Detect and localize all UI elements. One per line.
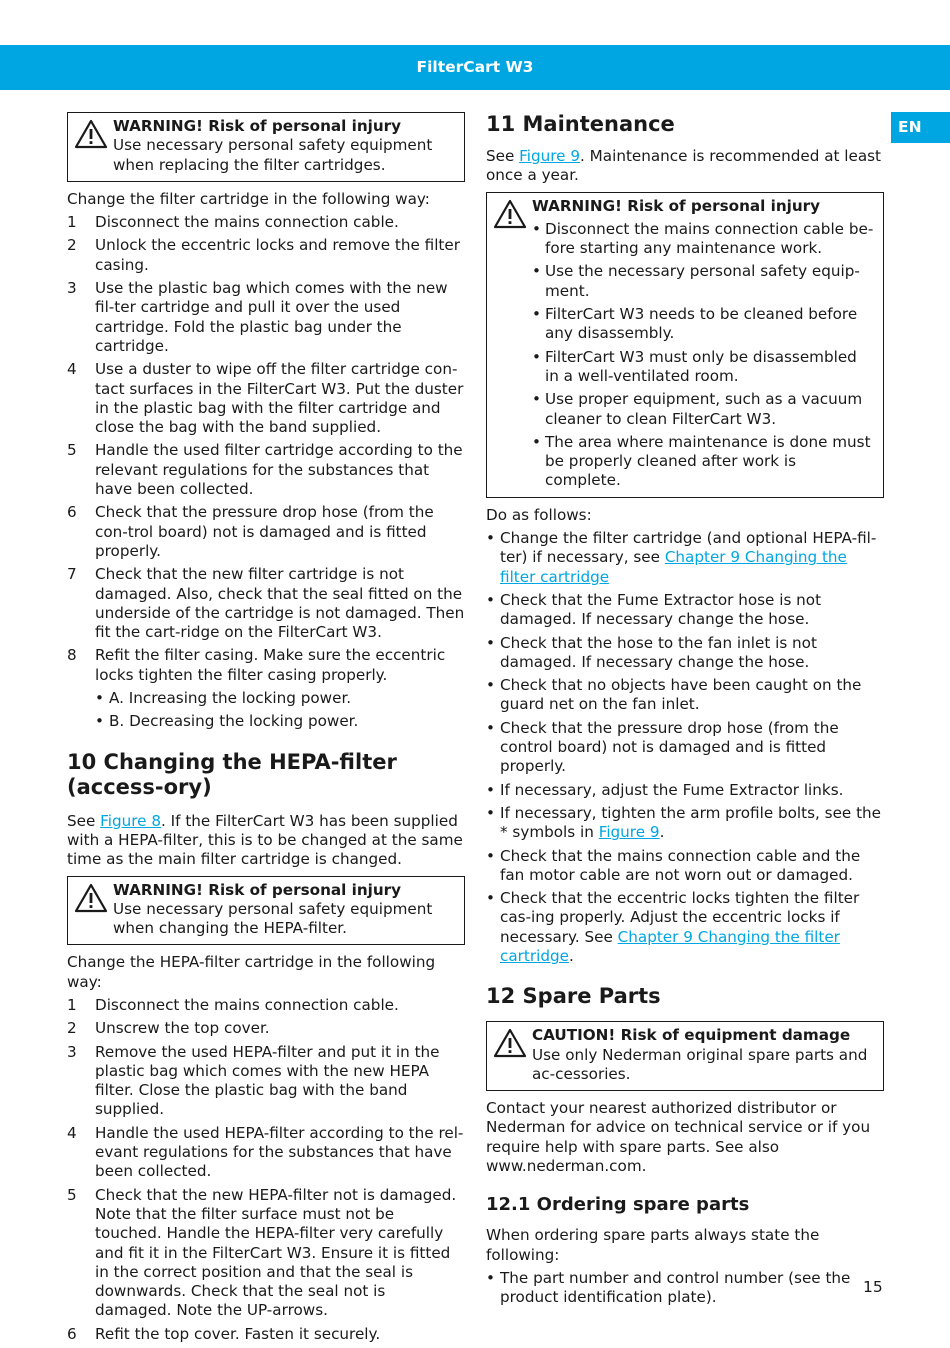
warning-bullet: • Use the necessary personal safety equip-ment.: [532, 262, 875, 301]
warning-box: [486, 192, 884, 498]
warning-text: Use necessary personal safety equipment when changing the HEPA-filter.: [113, 899, 433, 938]
intro-text: Change the filter cartridge in the following way:: [67, 189, 430, 208]
warning-title: WARNING! Risk of personal injury: [532, 196, 821, 215]
step-number: 4: [67, 1123, 77, 1142]
sub-bullet: • B. Decreasing the locking power.: [95, 712, 465, 731]
maintenance-item: [486, 889, 884, 966]
step-text: Unscrew the top cover.: [95, 1019, 270, 1038]
do-as-follows: Do as follows:: [486, 505, 592, 524]
step-number: 6: [67, 503, 77, 522]
step-text: Handle the used filter cartridge according to the relevant regulations for the substances that have been collected.: [95, 441, 463, 499]
right-column: [486, 112, 884, 1312]
warning-bullet: • Disconnect the mains connection cable be-fore starting any maintenance work.: [532, 220, 875, 259]
sub-bullet-list: [95, 689, 465, 732]
step-text: Remove the used HEPA-filter and put it in the plastic bag which comes with the new HEPA filter. Close the plastic bag with the band supplied.: [95, 1042, 440, 1119]
step-number: 5: [67, 1185, 77, 1204]
maintenance-item: • Check that the Fume Extractor hose is not damaged. If necessary change the hose.: [486, 591, 884, 630]
maintenance-item: • Check that the mains connection cable and the fan motor cable are not worn out or damaged.: [486, 847, 884, 886]
step-number: 2: [67, 236, 77, 255]
step-text: Refit the top cover. Fasten it securely.: [95, 1324, 381, 1343]
warning-box: [67, 876, 465, 946]
maintenance-item: • Check that no objects have been caught on the guard net on the fan inlet.: [486, 676, 884, 715]
text-span: .: [568, 946, 574, 965]
chapter-9-link[interactable]: Chapter 9 Changing the filter cartridge: [500, 548, 847, 586]
figure-9-link[interactable]: Figure 9: [519, 147, 581, 165]
spare-parts-text: Contact your nearest authorized distributor or Nederman for advice on technical service or if you require help with spare parts. See also www.nederman.com.: [486, 1099, 871, 1176]
step-number: 4: [67, 360, 77, 379]
warning-triangle-icon: [74, 119, 108, 149]
language-tab: EN: [891, 112, 950, 143]
step-item: [67, 441, 465, 499]
caution-triangle-icon: [493, 1028, 527, 1058]
step-text: Check that the pressure drop hose (from the con-trol board) not is damaged and is fitted properly.: [95, 503, 434, 560]
warning-bullet: • FilterCart W3 must only be disassembled in a well-ventilated room.: [532, 348, 875, 387]
step-text: Use a duster to wipe off the filter cartridge con-tact surfaces in the FilterCart W3. Put the duster in the plastic bag with the filter cartridge and close the bag with the band supplied.: [95, 360, 464, 437]
warning-triangle-icon: [74, 883, 108, 913]
ordering-text: When ordering spare parts always state the following:: [486, 1226, 820, 1264]
step-number: 8: [67, 646, 77, 665]
section-heading-10: 10 Changing the HEPA-filter (access-ory): [67, 749, 397, 799]
step-text: Disconnect the mains connection cable.: [95, 213, 399, 232]
caution-title: CAUTION! Risk of equipment damage: [532, 1026, 851, 1045]
step-number: 7: [67, 565, 77, 584]
step-number: 2: [67, 1019, 77, 1038]
text-span: If necessary, tighten the arm profile bolts, see the * symbols in: [500, 803, 882, 842]
step-text: Unlock the eccentric locks and remove the filter casing.: [95, 236, 460, 274]
step-item: [67, 1325, 465, 1344]
warning-triangle-icon: [493, 199, 527, 229]
header-title: FilterCart W3: [416, 58, 534, 76]
text-span: See: [486, 147, 520, 165]
step-item: [67, 503, 465, 561]
maintenance-list: [486, 529, 884, 966]
step-number: 3: [67, 279, 77, 298]
section-11-intro: [486, 147, 884, 186]
step-text: Check that the new filter cartridge is not damaged. Also, check that the seal fitted on the underside of the cartridge is not damaged. Then fit the cart-ridge on the FilterCart W3.: [95, 565, 465, 642]
step-item: [67, 646, 465, 731]
step-text: Disconnect the mains connection cable.: [95, 995, 399, 1014]
sub-bullet: • A. Increasing the locking power.: [95, 689, 465, 708]
warning-text: Use necessary personal safety equipment when replacing the filter cartridges.: [113, 136, 433, 174]
text-span: .: [659, 823, 665, 842]
text-span: . If the FilterCart W3 has been supplied with a HEPA-filter, this is to be changed at the same time as the main filter cartridge is changed.: [67, 811, 463, 869]
section-10-intro: [67, 812, 465, 870]
warning-title: WARNING! Risk of personal injury: [113, 880, 402, 899]
section-heading-12-1: 12.1 Ordering spare parts: [486, 1194, 750, 1216]
step-item: [67, 1019, 465, 1038]
maintenance-item: • Check that the pressure drop hose (from the control board) not is damaged and is fitted properly.: [486, 719, 884, 777]
step-item: [67, 360, 465, 437]
warning-bullet: • The area where maintenance is done must be properly cleaned after work is complete.: [532, 433, 875, 491]
step-number: 1: [67, 213, 77, 232]
left-column: [67, 112, 465, 1348]
step-number: 6: [67, 1324, 77, 1343]
step-item: [67, 236, 465, 275]
step-item: [67, 279, 465, 356]
caution-box: [486, 1021, 884, 1091]
step-text: Handle the used HEPA-filter according to the rel-evant regulations for the substances that have been collected.: [95, 1123, 464, 1181]
hepa-steps: [67, 996, 465, 1344]
step-number: 5: [67, 441, 77, 460]
step-number: 1: [67, 995, 77, 1014]
intro-text: Change the HEPA-filter cartridge in the following way:: [67, 953, 436, 991]
caution-text: Use only Nederman original spare parts and ac-cessories.: [532, 1045, 868, 1083]
header-bar: [0, 45, 950, 90]
figure-8-link[interactable]: Figure 8: [100, 811, 162, 830]
step-item: [67, 996, 465, 1015]
section-heading-11: 11 Maintenance: [486, 112, 675, 136]
warning-bullet-list: [532, 220, 875, 491]
warning-bullet: • Use proper equipment, such as a vacuum cleaner to clean FilterCart W3.: [532, 390, 875, 429]
step-item: [67, 1043, 465, 1120]
maintenance-item: • Check that the hose to the fan inlet is not damaged. If necessary change the hose.: [486, 634, 884, 673]
text-span: Check that the eccentric locks tighten the filter cas-ing properly. Adjust the eccentric locks if necessary. See: [500, 889, 860, 946]
section-heading-12: 12 Spare Parts: [486, 984, 661, 1009]
step-number: 3: [67, 1042, 77, 1061]
step-item: [67, 213, 465, 232]
ordering-list: [486, 1269, 884, 1308]
step-item: [67, 1124, 465, 1182]
figure-9-link[interactable]: Figure 9: [598, 823, 660, 842]
filter-steps: [67, 213, 465, 731]
text-span: Change the filter cartridge (and optional HEPA-fil-ter) if necessary, see: [500, 529, 877, 567]
chapter-9-link[interactable]: Chapter 9 Changing the filter cartridge: [500, 927, 840, 965]
warning-title: WARNING! Risk of personal injury: [113, 117, 402, 135]
text-span: See: [67, 811, 101, 830]
text-span: . Maintenance is recommended at least once a year.: [486, 147, 882, 185]
maintenance-item: [486, 529, 884, 587]
maintenance-item: [486, 804, 884, 843]
warning-box: [67, 112, 465, 182]
page-number: 15: [863, 1278, 883, 1296]
maintenance-item: • If necessary, adjust the Fume Extractor links.: [486, 781, 884, 800]
warning-bullet: • FilterCart W3 needs to be cleaned before any disassembly.: [532, 305, 875, 344]
step-text: Refit the filter casing. Make sure the eccentric locks tighten the filter casing properly.: [95, 646, 446, 684]
step-text: Use the plastic bag which comes with the new fil-ter cartridge and pull it over the used cartridge. Fold the plastic bag under the cartridge.: [95, 279, 448, 355]
ordering-item: • The part number and control number (see the product identification plate).: [486, 1269, 884, 1308]
step-item: [67, 1186, 465, 1321]
step-text: Check that the new HEPA-filter not is damaged. Note that the filter surface must not be touched. Handle the HEPA-filter very carefully and fit it in the FilterCart W3. Ensure it is fitted in the correct position and that the seal is downwards. Check that the seal not is damaged. Note the UP-arrows.: [95, 1185, 457, 1320]
step-item: [67, 565, 465, 642]
